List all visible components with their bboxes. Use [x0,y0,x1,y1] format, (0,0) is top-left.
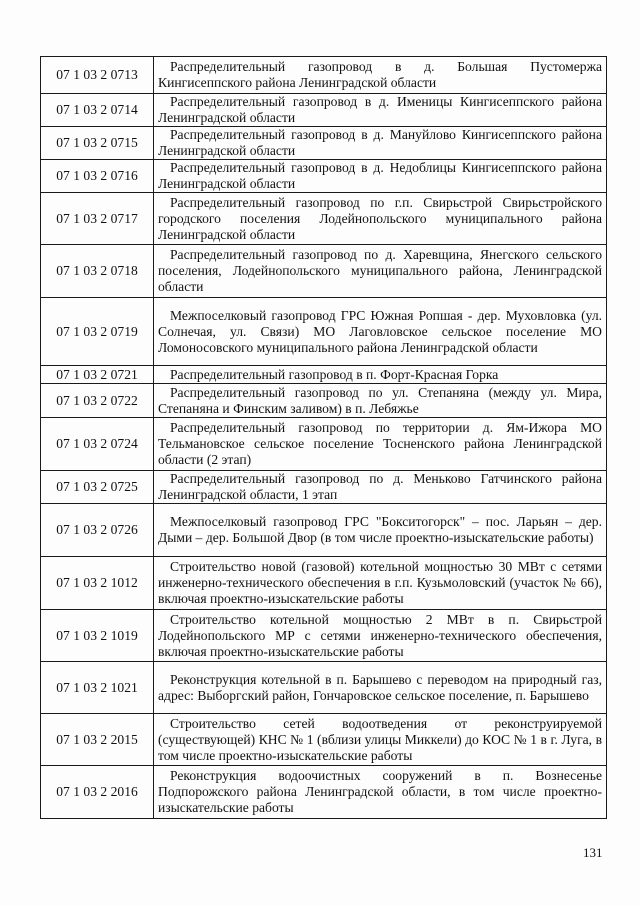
row-description: Распределительный газопровод в п. Форт-Красная Горка [154,366,607,384]
table-row [41,94,607,127]
row-code: 07 1 03 2 0716 [41,160,154,193]
table-row [41,384,607,418]
row-code: 07 1 03 2 0714 [41,94,154,127]
table-row [41,557,607,610]
table-row [41,610,607,662]
row-code: 07 1 03 2 2015 [41,714,154,766]
row-code: 07 1 03 2 0721 [41,366,154,384]
row-description: Реконструкция котельной в п. Барышево с переводом на природный газ, адрес: Выборгский район, Гончаровское сельское поселение, п. Барышево [154,662,607,714]
table-row [41,57,607,94]
row-description: Распределительный газопровод по территории д. Ям-Ижора МО Тельмановское сельское поселение Тосненского района Ленинградской области (2 этап) [154,418,607,471]
table-row [41,418,607,471]
row-description: Строительство сетей водоотведения от реконструируемой (существующей) КНС № 1 (вблизи улицы Миккели) до КОС № 1 в г. Луга, в том числе проектно-изыскательские работы [154,714,607,766]
table-row [41,504,607,557]
row-code: 07 1 03 2 0719 [41,298,154,366]
table-row [41,471,607,504]
table-row [41,662,607,714]
row-description: Распределительный газопровод в д. Мануйлово Кингисеппского района Ленинградской области [154,127,607,160]
row-description: Межпоселковый газопровод ГРС "Бокситогорск" – пос. Ларьян – дер. Дыми – дер. Большой Двор (в том числе проектно-изыскательские работы) [154,504,607,557]
row-description: Распределительный газопровод в д. Большая Пустомержа Кингисеппского района Ленинградской области [154,57,607,94]
row-code: 07 1 03 2 1021 [41,662,154,714]
table-row [41,127,607,160]
row-code: 07 1 03 2 0726 [41,504,154,557]
row-description: Строительство новой (газовой) котельной мощностью 30 МВт с сетями инженерно-технического обеспечения в г.п. Кузьмоловский (участок № 66), включая проектно-изыскательские работы [154,557,607,610]
row-description: Строительство котельной мощностью 2 МВт в п. Свирьстрой Лодейнопольского МР с сетями инженерно-технического обеспечения, включая проектно-изыскательские работы [154,610,607,662]
table-row [41,714,607,766]
row-code: 07 1 03 2 2016 [41,766,154,819]
table-row [41,245,607,298]
row-code: 07 1 03 2 0718 [41,245,154,298]
row-description: Распределительный газопровод по ул. Степаняна (между ул. Мира, Степаняна и Финским заливом) в п. Лебяжье [154,384,607,418]
row-code: 07 1 03 2 0715 [41,127,154,160]
table-row [41,766,607,819]
row-code: 07 1 03 2 0725 [41,471,154,504]
page-number: 131 [583,845,603,860]
row-code: 07 1 03 2 0713 [41,57,154,94]
table-row [41,160,607,193]
table-row [41,366,607,384]
row-description: Межпоселковый газопровод ГРС Южная Ропшая - дер. Муховловка (ул. Солнечая, ул. Связи) МО Лаговловское сельское поселение МО Ломоносовского муниципального района Ленинградской области [154,298,607,366]
row-code: 07 1 03 2 0722 [41,384,154,418]
row-code: 07 1 03 2 1012 [41,557,154,610]
row-code: 07 1 03 2 1019 [41,610,154,662]
row-description: Реконструкция водоочистных сооружений в п. Вознесенье Подпорожского района Ленинградской области, в том числе проектно-изыскательские работы [154,766,607,819]
row-code: 07 1 03 2 0717 [41,193,154,245]
row-description: Распределительный газопровод по д. Харевщина, Янегского сельского поселения, Лодейнопольского муниципального района, Ленинградской области [154,245,607,298]
budget-codes-table [40,56,607,819]
row-code: 07 1 03 2 0724 [41,418,154,471]
row-description: Распределительный газопровод по г.п. Свирьстрой Свирьстройского городского поселения Лодейнопольского муниципального района Ленинградской области [154,193,607,245]
row-description: Распределительный газопровод в д. Недоблицы Кингисеппского района Ленинградской области [154,160,607,193]
row-description: Распределительный газопровод по д. Меньково Гатчинского района Ленинградской области, 1 этап [154,471,607,504]
row-description: Распределительный газопровод в д. Именицы Кингисеппского района Ленинградской области [154,94,607,127]
table-row [41,193,607,245]
table-row [41,298,607,366]
